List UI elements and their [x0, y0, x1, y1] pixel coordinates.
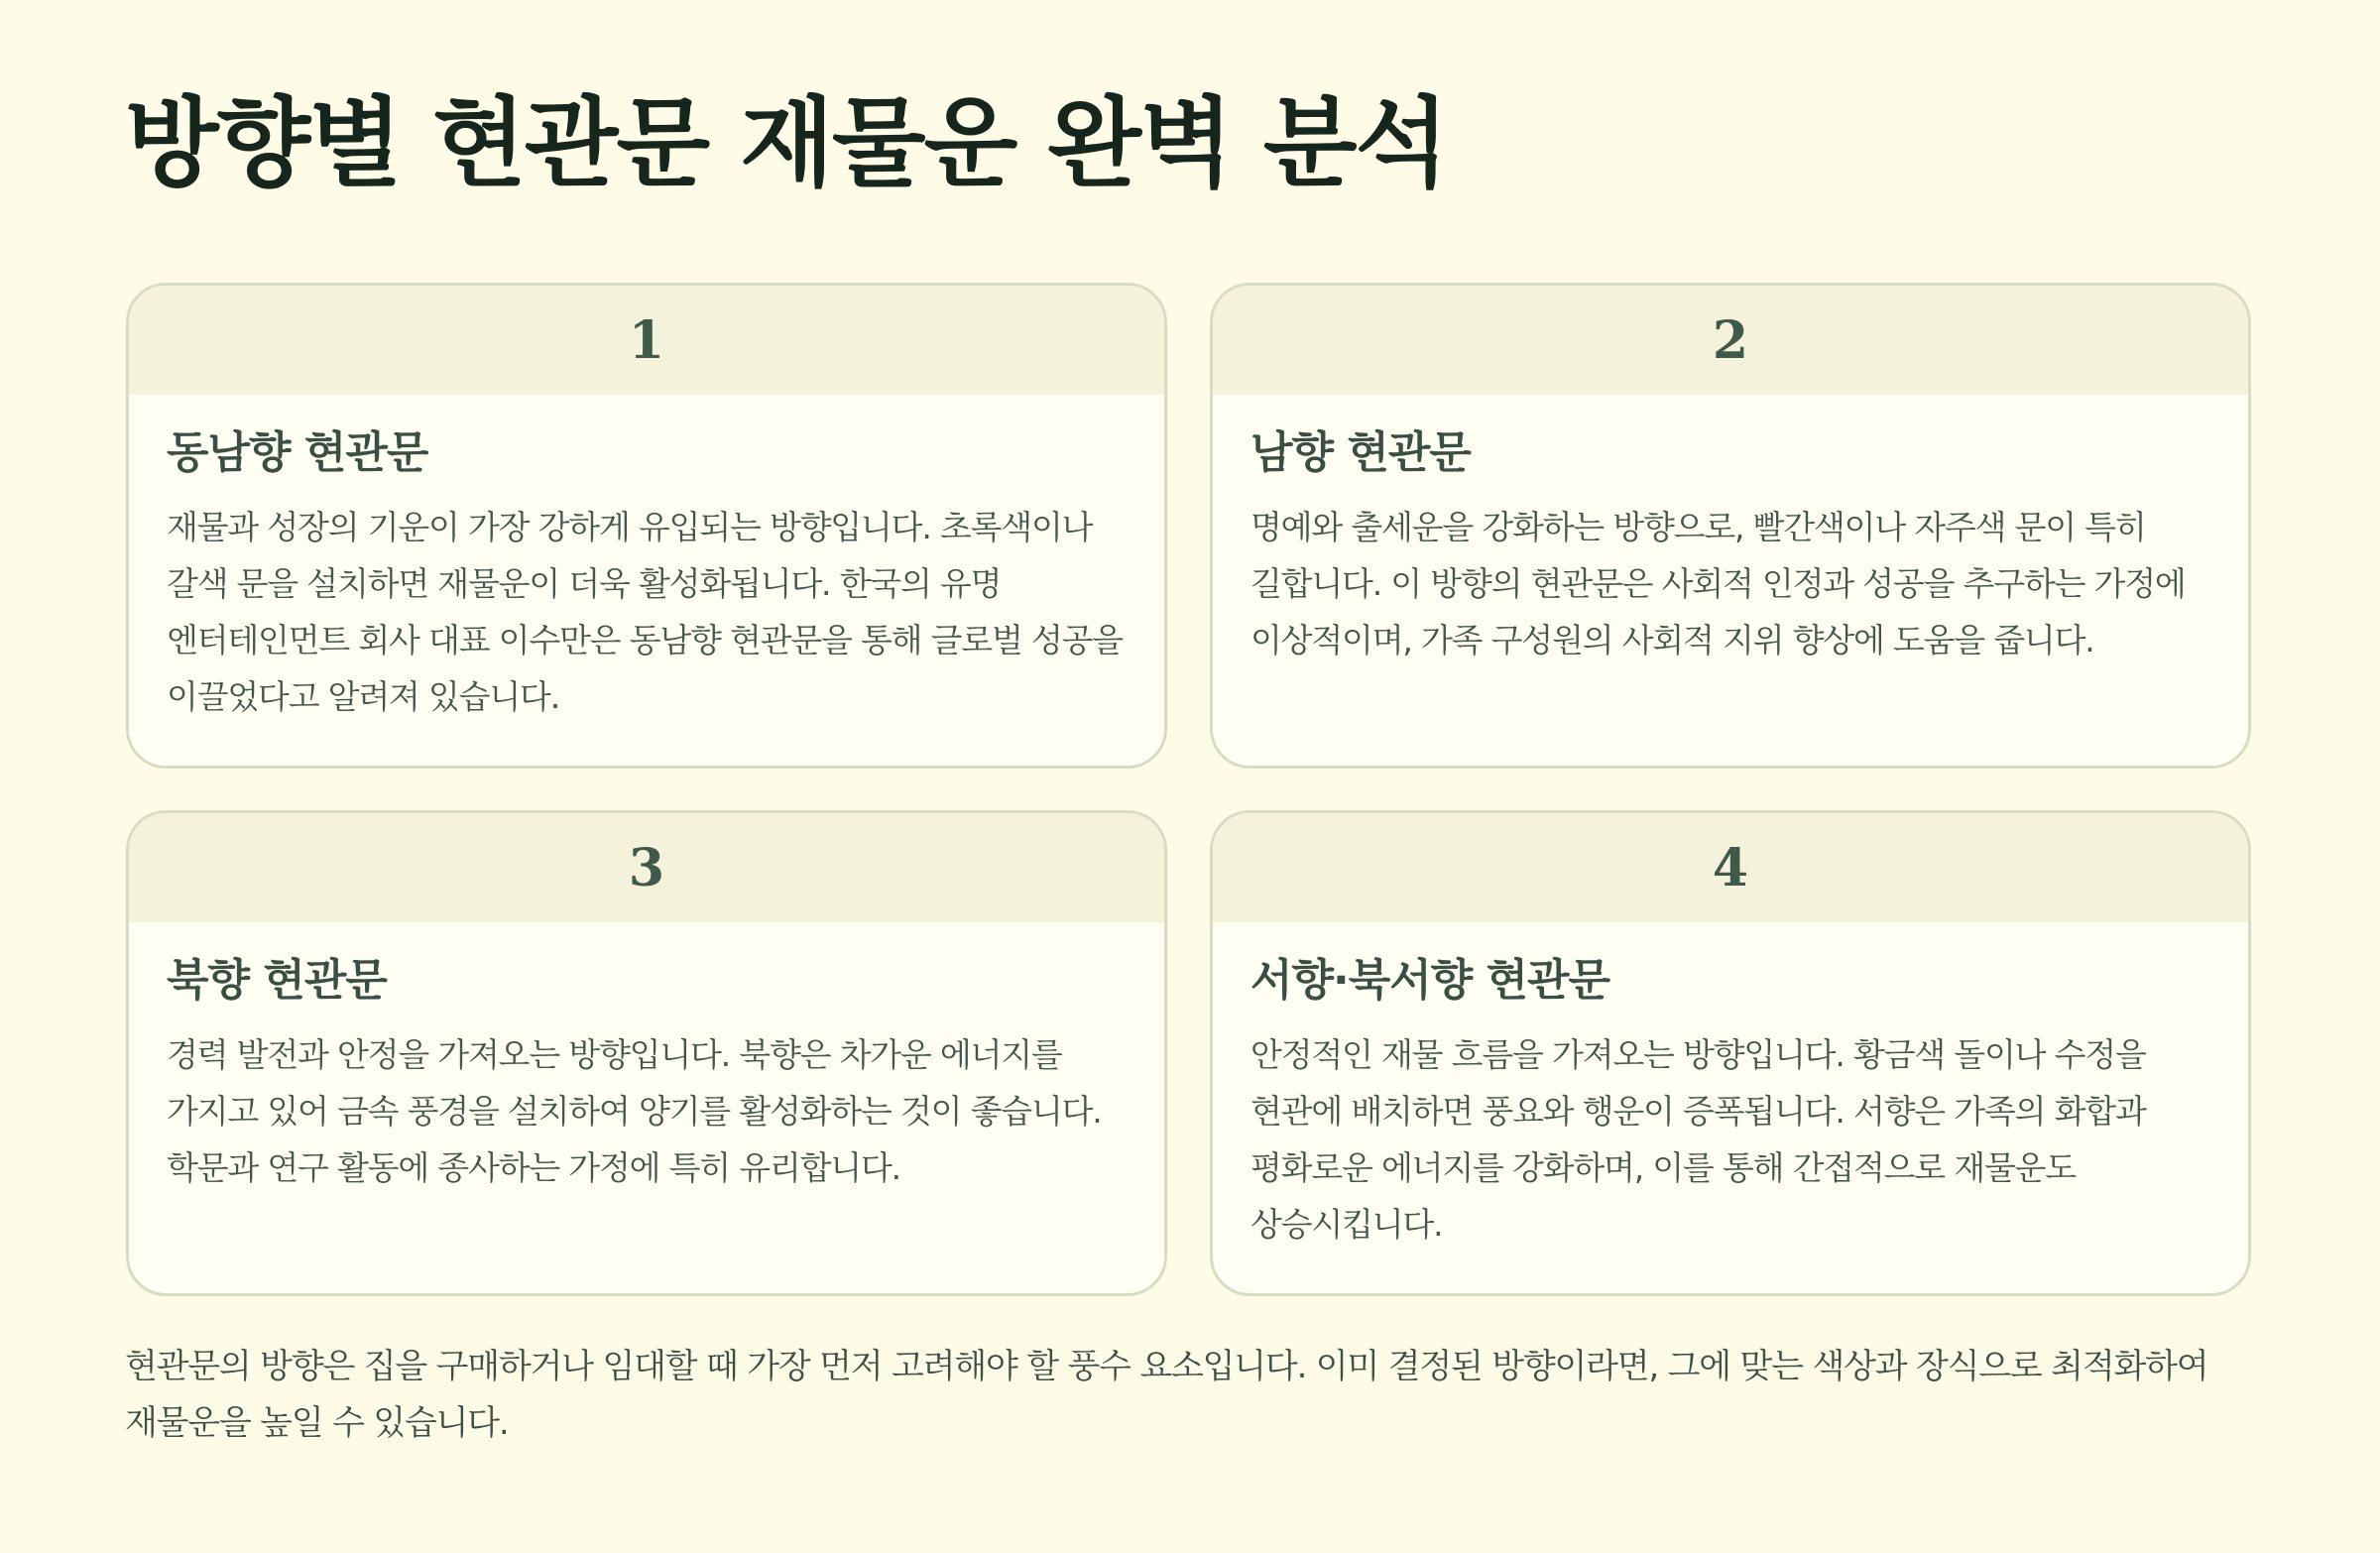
card-header: [129, 813, 1164, 922]
card-header: [1213, 813, 2248, 922]
card-body: [129, 395, 1164, 725]
card-number: 3: [628, 837, 665, 898]
card-body: [129, 922, 1164, 1196]
card-number: 2: [1712, 309, 1749, 371]
card-southeast: [126, 283, 1167, 769]
card-west-northwest: [1210, 810, 2251, 1296]
card-description: 명예와 출세운을 강화하는 방향으로, 빨간색이나 자주색 문이 특히 길합니다. 이 방향의 현관문은 사회적 인정과 성공을 추구하는 가정에 이상적이며, 가족 구성원의 사회적 지위 향상에 도움을 줍니다.: [1250, 508, 2186, 660]
card-south: [1210, 283, 2251, 769]
card-number: 4: [1712, 837, 1749, 898]
card-header: [1213, 286, 2248, 395]
footer-note: 현관문의 방향은 집을 구매하거나 임대할 때 가장 먼저 고려해야 할 풍수 요소입니다. 이미 결정된 방향이라면, 그에 맞는 색상과 장식으로 최적화하여 재물운을 높일 수 있습니다.: [125, 1347, 2208, 1443]
card-title: 동남향 현관문: [167, 427, 428, 478]
page-title: 방향별 현관문 재물운 완벽 분석: [125, 87, 1448, 200]
card-header: [129, 286, 1164, 395]
card-title: 북향 현관문: [167, 955, 387, 1006]
card-description: 경력 발전과 안정을 가져오는 방향입니다. 북향은 차가운 에너지를 가지고 있어 금속 풍경을 설치하여 양기를 활성화하는 것이 좋습니다. 학문과 연구 활동에 종사하는 가정에 특히 유리합니다.: [167, 1035, 1102, 1188]
card-description: 안정적인 재물 흐름을 가져오는 방향입니다. 황금색 돌이나 수정을 현관에 배치하면 풍요와 행운이 증폭됩니다. 서향은 가족의 화합과 평화로운 에너지를 강화하며, 이를 통해 간접적으로 재물운도 상승시킵니다.: [1250, 1035, 2146, 1245]
card-number: 1: [628, 309, 665, 371]
card-body: [1213, 395, 2248, 668]
card-description: 재물과 성장의 기운이 가장 강하게 유입되는 방향입니다. 초록색이나 갈색 문을 설치하면 재물운이 더욱 활성화됩니다. 한국의 유명 엔터테인먼트 회사 대표 이수만은 동남향 현관문을 통해 글로벌 성공을 이끌었다고 알려져 있습니다.: [167, 508, 1123, 717]
card-body: [1213, 922, 2248, 1253]
card-north: [126, 810, 1167, 1296]
card-title: 남향 현관문: [1250, 427, 1471, 478]
card-title: 서향·북서향 현관문: [1250, 955, 1610, 1006]
